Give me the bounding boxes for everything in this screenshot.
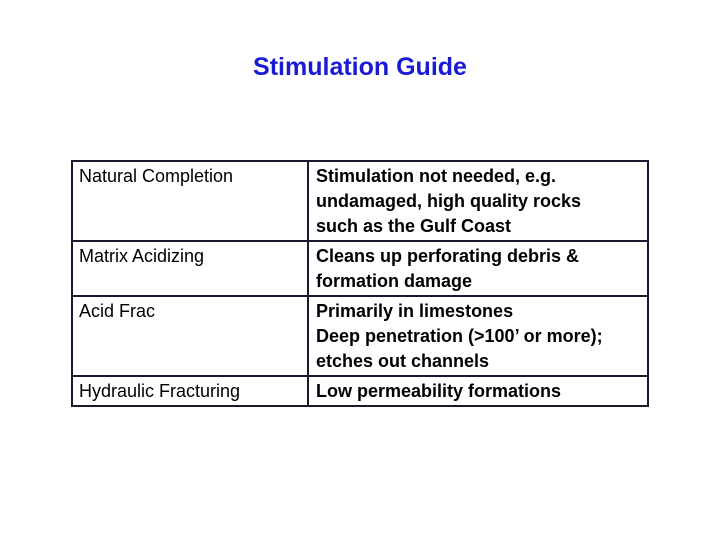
stimulation-guide-table — [71, 160, 649, 407]
description-line: Deep penetration (>100’ or more); — [316, 326, 603, 346]
description-line: Cleans up perforating debris & — [316, 246, 580, 266]
description-line: Stimulation not needed, e.g. — [316, 166, 557, 186]
description-line: etches out channels — [316, 351, 490, 371]
table-row — [72, 241, 648, 296]
table-row — [72, 161, 648, 241]
method-cell: Natural Completion — [72, 161, 308, 241]
method-cell: Matrix Acidizing — [72, 241, 308, 296]
method-cell: Acid Frac — [72, 296, 308, 376]
description-line: Low permeability formations — [316, 381, 562, 401]
page-title: Stimulation Guide — [253, 53, 467, 81]
method-cell: Hydraulic Fracturing — [72, 376, 308, 406]
description-line: undamaged, high quality rocks — [316, 191, 582, 211]
table-row — [72, 376, 648, 406]
description-cell — [308, 376, 648, 406]
description-line: formation damage — [316, 271, 473, 291]
table-row — [72, 296, 648, 376]
description-cell — [308, 296, 648, 376]
description-line: such as the Gulf Coast — [316, 216, 512, 236]
description-cell — [308, 161, 648, 241]
description-cell — [308, 241, 648, 296]
description-line: Primarily in limestones — [316, 301, 514, 321]
